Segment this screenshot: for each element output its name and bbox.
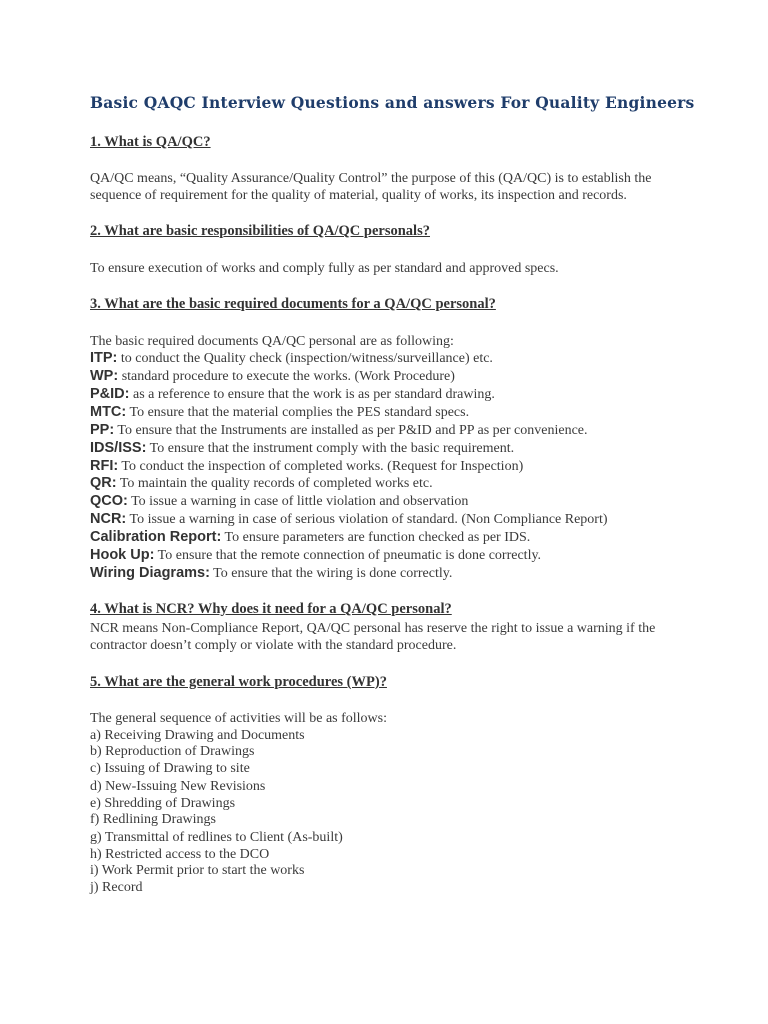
procedure-item: d) New-Issuing New Revisions — [90, 779, 266, 794]
document-term: P&ID: — [90, 386, 130, 402]
document-title: Basic QAQC Interview Questions and answers For Quality Engineers — [90, 93, 695, 112]
document-item — [90, 529, 530, 546]
document-desc: To ensure that the wiring is done correctly. — [209, 566, 453, 581]
document-desc: To ensure that the remote connection of pneumatic is done correctly. — [154, 548, 542, 563]
document-term: WP: — [90, 368, 119, 384]
procedure-item: a) Receiving Drawing and Documents — [90, 728, 305, 743]
document-item — [90, 440, 514, 457]
document-desc: to conduct the Quality check (inspection/witness/surveillance) etc. — [117, 351, 493, 366]
answer-4: NCR means Non-Compliance Report, QA/QC personal has reserve the right to issue a warning if the contractor doesn’t comply or violate with the standard procedure. — [90, 621, 656, 653]
procedure-item: b) Reproduction of Drawings — [90, 744, 255, 759]
document-item — [90, 368, 455, 385]
document-desc: To conduct the inspection of completed works. (Request for Inspection) — [118, 459, 524, 474]
document-term: MTC: — [90, 404, 127, 420]
question-4: 4. What is NCR? Why does it need for a QA/QC personal? — [90, 601, 452, 617]
document-term: IDS/ISS: — [90, 440, 147, 456]
document-item — [90, 458, 523, 475]
document-term: Hook Up: — [90, 547, 155, 563]
document-item — [90, 565, 452, 582]
document-desc: To ensure that the instrument comply with the basic requirement. — [146, 441, 515, 456]
procedure-item: f) Redlining Drawings — [90, 812, 216, 827]
procedure-item: c) Issuing of Drawing to site — [90, 761, 250, 776]
procedure-item: j) Record — [90, 880, 143, 895]
document-desc: To issue a warning in case of serious violation of standard. (Non Compliance Report) — [126, 512, 608, 527]
procedure-item: g) Transmittal of redlines to Client (As-built) — [90, 830, 343, 845]
answer-5-intro: The general sequence of activities will be as follows: — [90, 711, 388, 726]
document-item — [90, 475, 433, 492]
document-item — [90, 350, 493, 367]
question-3: 3. What are the basic required documents for a QA/QC personal? — [90, 296, 496, 312]
document-desc: To ensure that the material complies the PES standard specs. — [126, 405, 470, 420]
question-5: 5. What are the general work procedures (WP)? — [90, 674, 387, 690]
document-item — [90, 422, 588, 439]
question-1: 1. What is QA/QC? — [90, 134, 211, 150]
document-item — [90, 547, 541, 564]
document-item — [90, 493, 468, 510]
document-desc: standard procedure to execute the works. (Work Procedure) — [118, 369, 455, 384]
answer-1: QA/QC means, “Quality Assurance/Quality Control” the purpose of this (QA/QC) is to establish the sequence of requirement for the quality of material, quality of works, its inspection and records. — [90, 171, 652, 203]
document-desc: To issue a warning in case of little violation and observation — [127, 494, 469, 509]
document-desc: To ensure parameters are function checked as per IDS. — [221, 530, 531, 545]
document-term: RFI: — [90, 458, 119, 474]
procedure-item: i) Work Permit prior to start the works — [90, 863, 305, 878]
document-desc: To maintain the quality records of completed works etc. — [116, 476, 433, 491]
document-term: NCR: — [90, 511, 127, 527]
document-term: Calibration Report: — [90, 529, 222, 545]
answer-3-intro: The basic required documents QA/QC personal are as following: — [90, 334, 454, 349]
document-desc: To ensure that the Instruments are installed as per P&ID and PP as per convenience. — [114, 423, 588, 438]
procedure-item: e) Shredding of Drawings — [90, 796, 236, 811]
document-item — [90, 404, 469, 421]
document-term: Wiring Diagrams: — [90, 565, 210, 581]
document-term: ITP: — [90, 350, 118, 366]
document-item — [90, 511, 608, 528]
document-term: QCO: — [90, 493, 128, 509]
document-term: PP: — [90, 422, 115, 438]
answer-2: To ensure execution of works and comply fully as per standard and approved specs. — [90, 261, 559, 276]
document-item — [90, 386, 495, 403]
question-2: 2. What are basic responsibilities of QA/QC personals? — [90, 223, 430, 239]
document-desc: as a reference to ensure that the work is as per standard drawing. — [129, 387, 495, 402]
procedure-item: h) Restricted access to the DCO — [90, 847, 270, 862]
document-term: QR: — [90, 475, 117, 491]
